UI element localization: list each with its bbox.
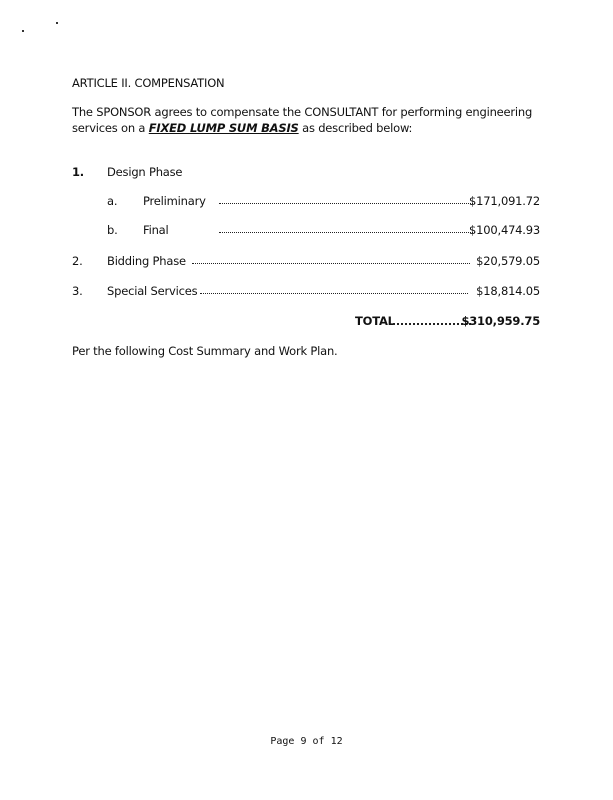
intro-text: The SPONSOR agrees to compensate the CONSULTANT for performing engineering services on a bbox=[72, 105, 533, 135]
item-number: 2. bbox=[72, 254, 83, 268]
scan-speck bbox=[22, 30, 24, 32]
intro-text-end: as described below: bbox=[298, 121, 413, 135]
subitem-final bbox=[107, 222, 540, 238]
total-row bbox=[355, 313, 540, 329]
item-label: Design Phase bbox=[107, 165, 183, 179]
dot-leader bbox=[219, 203, 475, 204]
subitem-label: Preliminary bbox=[143, 194, 206, 208]
subitem-label: Final bbox=[143, 223, 169, 237]
subitem-letter: a. bbox=[107, 194, 118, 208]
closing-sentence: Per the following Cost Summary and Work Plan. bbox=[72, 344, 338, 358]
item-special-services bbox=[72, 283, 540, 299]
item-amount: $20,579.05 bbox=[476, 254, 540, 268]
item-design-phase bbox=[72, 164, 542, 180]
total-label: TOTAL bbox=[355, 314, 395, 328]
item-bidding-phase bbox=[72, 253, 540, 269]
item-label: Special Services bbox=[107, 284, 198, 298]
article-heading: ARTICLE II. COMPENSATION bbox=[72, 76, 225, 90]
dot-leader bbox=[393, 323, 471, 325]
item-number: 1. bbox=[72, 165, 84, 179]
item-amount: $18,814.05 bbox=[476, 284, 540, 298]
dot-leader bbox=[200, 293, 468, 294]
subitem-amount: $171,091.72 bbox=[469, 194, 540, 208]
lump-sum-basis: FIXED LUMP SUM BASIS bbox=[148, 121, 299, 135]
subitem-preliminary bbox=[107, 193, 540, 209]
page-number: Page 9 of 12 bbox=[270, 736, 343, 747]
subitem-amount: $100,474.93 bbox=[469, 223, 540, 237]
subitem-letter: b. bbox=[107, 223, 118, 237]
item-label: Bidding Phase bbox=[107, 254, 186, 268]
total-amount: $310,959.75 bbox=[461, 314, 540, 328]
item-number: 3. bbox=[72, 284, 83, 298]
scan-speck bbox=[56, 22, 58, 24]
dot-leader bbox=[219, 232, 475, 233]
intro-paragraph bbox=[72, 104, 552, 136]
dot-leader bbox=[192, 263, 470, 264]
